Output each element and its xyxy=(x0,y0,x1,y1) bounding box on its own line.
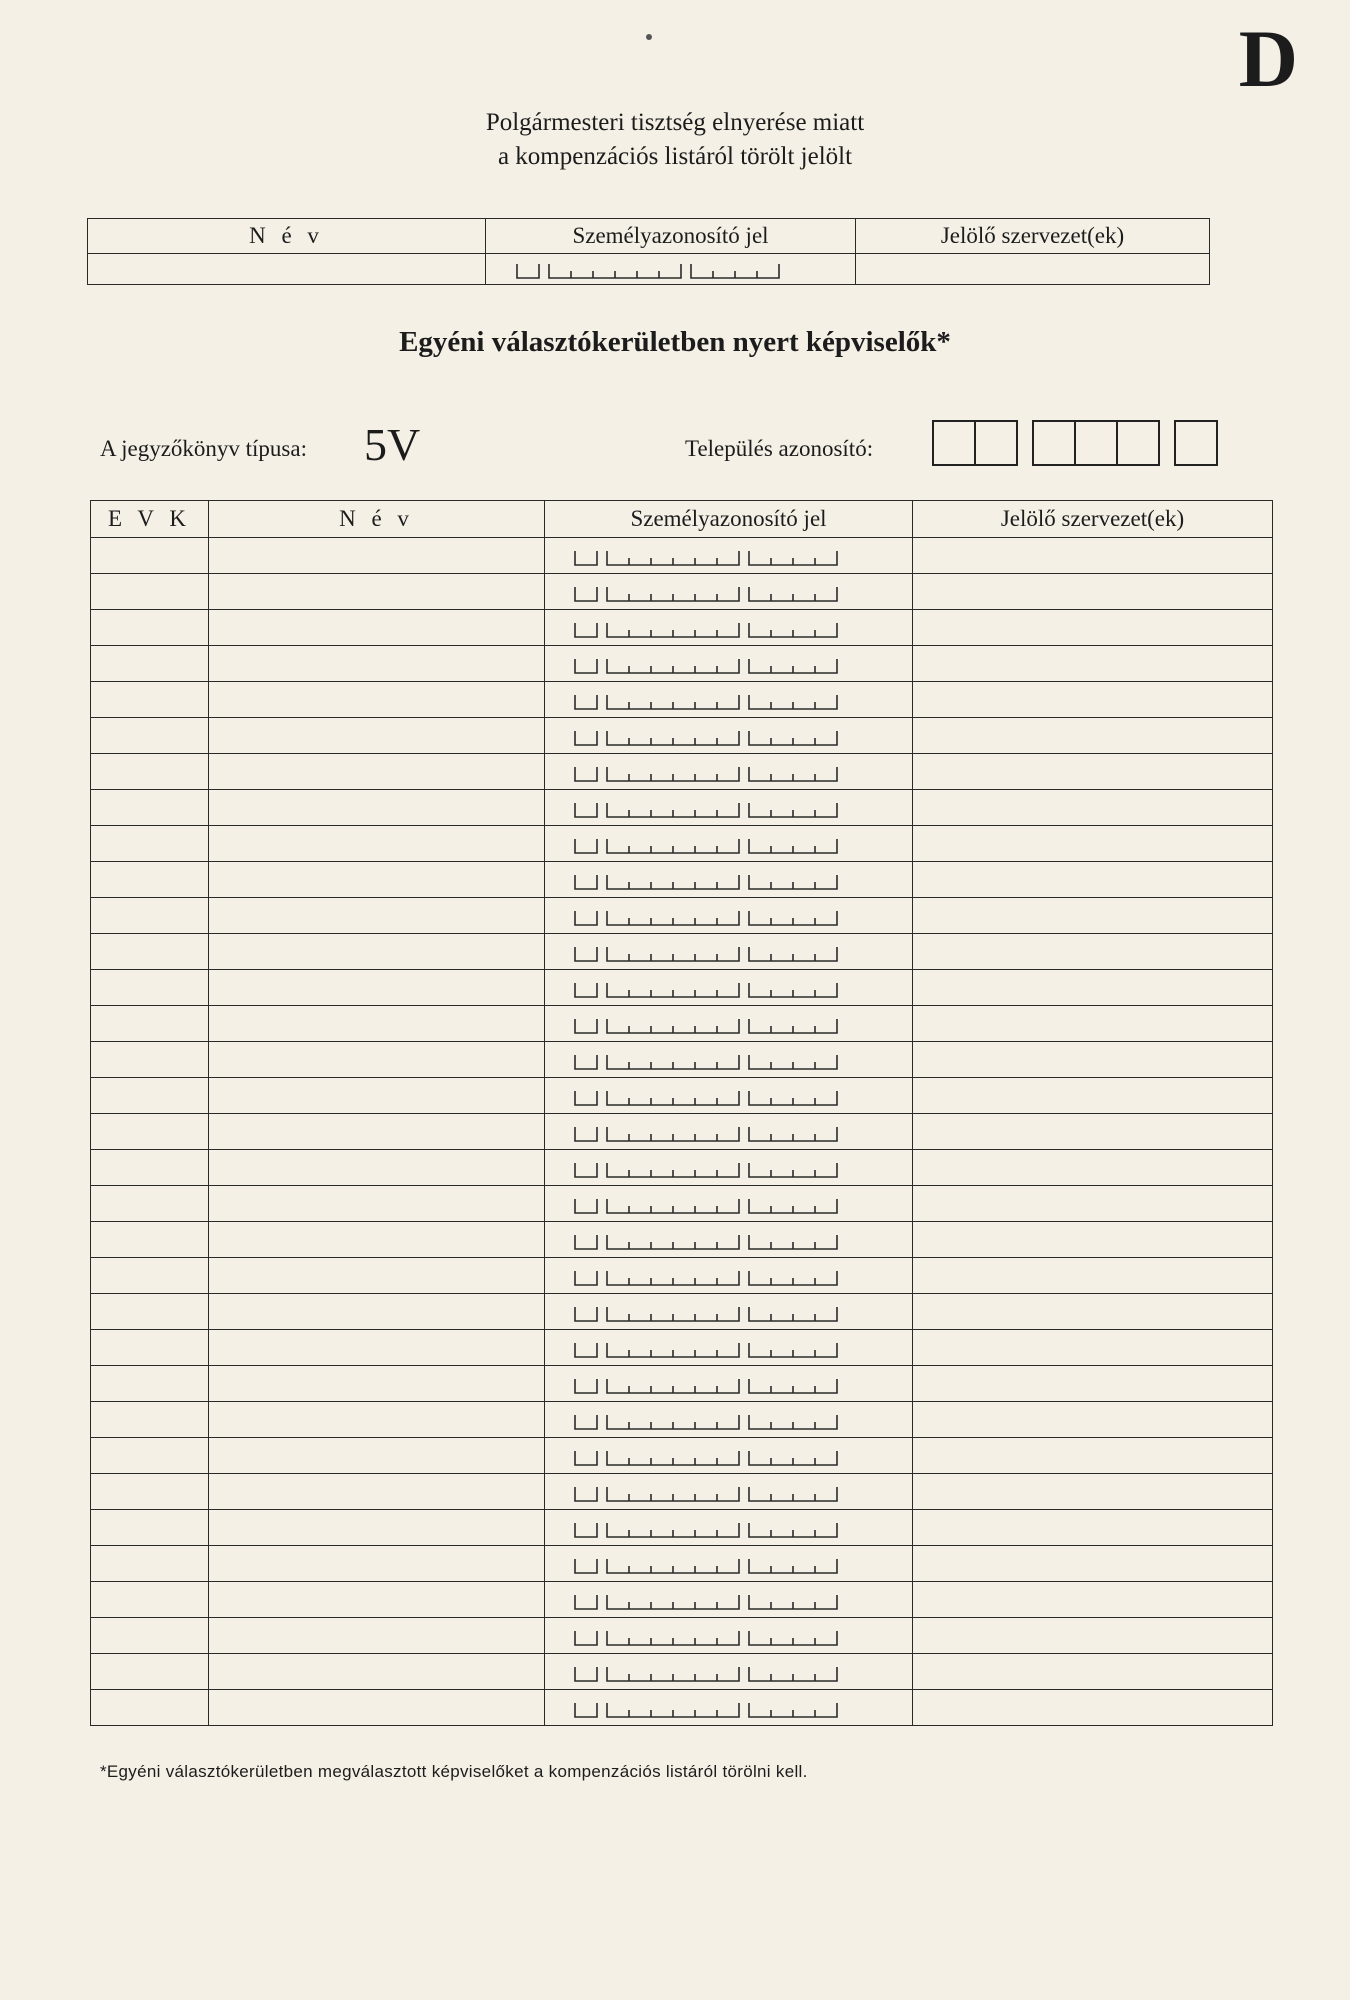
id-digit-marks xyxy=(573,1485,885,1503)
org-cell[interactable] xyxy=(913,718,1273,754)
name-cell[interactable] xyxy=(209,1114,545,1150)
evk-cell[interactable] xyxy=(91,754,209,790)
settlement-box-group-3[interactable] xyxy=(1174,420,1218,466)
id-cell[interactable] xyxy=(545,1546,913,1582)
id-cell[interactable] xyxy=(545,1186,913,1222)
id-cell[interactable] xyxy=(545,1258,913,1294)
org-cell[interactable] xyxy=(913,1690,1273,1726)
name-cell[interactable] xyxy=(209,1366,545,1402)
name-cell[interactable] xyxy=(209,1546,545,1582)
id-digit-marks xyxy=(573,1269,885,1287)
id-cell[interactable] xyxy=(545,1366,913,1402)
name-cell[interactable] xyxy=(209,862,545,898)
id-digit-marks xyxy=(573,1629,885,1647)
org-cell[interactable] xyxy=(913,1438,1273,1474)
id-cell[interactable] xyxy=(545,826,913,862)
id-digit-marks xyxy=(573,873,885,891)
id-cell[interactable] xyxy=(545,934,913,970)
elected-representatives-table xyxy=(90,500,1273,1726)
id-digit-marks xyxy=(573,1377,885,1395)
id-digit-marks xyxy=(573,1089,885,1107)
evk-cell[interactable] xyxy=(91,1654,209,1690)
evk-cell[interactable] xyxy=(91,1222,209,1258)
table-row xyxy=(91,1150,1273,1186)
id-cell[interactable] xyxy=(545,1654,913,1690)
table-row xyxy=(91,1006,1273,1042)
id-cell[interactable] xyxy=(545,1114,913,1150)
org-cell[interactable] xyxy=(913,1546,1273,1582)
id-cell[interactable] xyxy=(545,898,913,934)
evk-cell[interactable] xyxy=(91,1042,209,1078)
table-row xyxy=(91,1402,1273,1438)
id-digit-marks xyxy=(573,585,885,603)
record-type-label: A jegyzőkönyv típusa: xyxy=(100,436,307,461)
id-cell[interactable] xyxy=(545,754,913,790)
id-cell[interactable] xyxy=(545,1474,913,1510)
evk-cell[interactable] xyxy=(91,1078,209,1114)
evk-cell[interactable] xyxy=(91,1546,209,1582)
org-cell[interactable] xyxy=(913,1582,1273,1618)
settlement-box-group-1[interactable] xyxy=(932,420,1018,466)
evk-cell[interactable] xyxy=(91,574,209,610)
name-cell[interactable] xyxy=(209,574,545,610)
id-digit-marks xyxy=(573,1701,885,1719)
table-row xyxy=(91,1546,1273,1582)
id-cell[interactable] xyxy=(545,1510,913,1546)
id-digit-marks xyxy=(573,1521,885,1539)
name-cell[interactable] xyxy=(209,646,545,682)
org-cell[interactable] xyxy=(913,754,1273,790)
id-cell[interactable] xyxy=(545,862,913,898)
title-line-1: Polgármesteri tisztség elnyerése miatt xyxy=(485,109,865,136)
table-row xyxy=(91,538,1273,574)
id-digit-marks xyxy=(573,729,885,747)
id-cell[interactable] xyxy=(545,718,913,754)
table-row xyxy=(91,826,1273,862)
evk-cell[interactable] xyxy=(91,1618,209,1654)
evk-cell[interactable] xyxy=(91,934,209,970)
id-cell[interactable] xyxy=(545,1690,913,1726)
table-row xyxy=(91,646,1273,682)
name-cell[interactable] xyxy=(209,1618,545,1654)
org-cell[interactable] xyxy=(913,1222,1273,1258)
id-digit-marks xyxy=(573,693,885,711)
id-cell[interactable] xyxy=(545,1402,913,1438)
print-speck xyxy=(646,34,652,40)
id-cell[interactable] xyxy=(545,682,913,718)
id-cell[interactable] xyxy=(545,1222,913,1258)
table-row xyxy=(91,790,1273,826)
name-cell[interactable] xyxy=(209,1438,545,1474)
table-row xyxy=(91,610,1273,646)
name-cell[interactable] xyxy=(209,1150,545,1186)
table-row xyxy=(91,1294,1273,1330)
org-cell[interactable] xyxy=(913,1330,1273,1366)
id-digit-marks xyxy=(573,1305,885,1323)
title-line-2: a kompenzációs listáról törölt jelölt xyxy=(497,143,853,170)
org-cell[interactable] xyxy=(913,646,1273,682)
id-cell[interactable] xyxy=(545,790,913,826)
id-digit-marks xyxy=(573,1053,885,1071)
org-cell[interactable] xyxy=(913,970,1273,1006)
org-cell[interactable] xyxy=(913,898,1273,934)
table-row xyxy=(91,1078,1273,1114)
id-digit-marks xyxy=(573,801,885,819)
id-digit-marks xyxy=(573,1017,885,1035)
name-cell[interactable] xyxy=(209,826,545,862)
table-row xyxy=(91,1618,1273,1654)
id-digit-marks xyxy=(573,765,885,783)
evk-cell[interactable] xyxy=(91,1402,209,1438)
name-cell[interactable] xyxy=(209,1042,545,1078)
settlement-digit-box[interactable] xyxy=(934,422,976,464)
name-cell[interactable] xyxy=(209,1582,545,1618)
header-name: N é v xyxy=(209,501,545,538)
evk-cell[interactable] xyxy=(91,1366,209,1402)
evk-cell[interactable] xyxy=(91,1114,209,1150)
id-cell[interactable] xyxy=(545,1150,913,1186)
id-digit-marks xyxy=(573,1593,885,1611)
id-digit-marks xyxy=(573,1341,885,1359)
evk-cell[interactable] xyxy=(91,1006,209,1042)
settlement-digit-box[interactable] xyxy=(1176,422,1216,464)
id-digit-marks xyxy=(573,1161,885,1179)
id-digit-marks xyxy=(573,621,885,639)
id-digit-marks xyxy=(573,1665,885,1683)
evk-cell[interactable] xyxy=(91,1258,209,1294)
table-body xyxy=(91,538,1273,1726)
id-digit-marks xyxy=(573,1449,885,1467)
name-cell[interactable] xyxy=(209,970,545,1006)
evk-cell[interactable] xyxy=(91,1438,209,1474)
form-title xyxy=(0,106,1350,174)
settlement-box-group-2[interactable] xyxy=(1032,420,1160,466)
org-cell[interactable] xyxy=(913,1654,1273,1690)
id-digit-marks xyxy=(515,262,827,280)
table-row xyxy=(91,1042,1273,1078)
org-cell[interactable] xyxy=(913,1474,1273,1510)
id-digit-marks xyxy=(573,657,885,675)
section-title: Egyéni választókerületben nyert képviselők* xyxy=(399,326,951,358)
id-cell[interactable] xyxy=(545,1330,913,1366)
table-row xyxy=(91,898,1273,934)
id-cell[interactable] xyxy=(545,646,913,682)
table-row xyxy=(91,1474,1273,1510)
id-digit-marks xyxy=(573,1557,885,1575)
name-cell[interactable] xyxy=(209,754,545,790)
id-digit-marks xyxy=(573,981,885,999)
header-org: Jelölő szervezet(ek) xyxy=(856,219,1210,254)
table-row xyxy=(91,1330,1273,1366)
org-cell[interactable] xyxy=(913,1186,1273,1222)
org-cell[interactable] xyxy=(913,1294,1273,1330)
id-digit-marks xyxy=(573,1233,885,1251)
id-cell[interactable] xyxy=(545,1438,913,1474)
evk-cell[interactable] xyxy=(91,1474,209,1510)
name-cell[interactable] xyxy=(209,934,545,970)
evk-cell[interactable] xyxy=(91,790,209,826)
table-row xyxy=(91,1258,1273,1294)
table-row xyxy=(91,1654,1273,1690)
org-cell[interactable] xyxy=(913,682,1273,718)
evk-cell[interactable] xyxy=(91,826,209,862)
evk-cell[interactable] xyxy=(91,646,209,682)
id-digit-marks xyxy=(573,549,885,567)
settlement-digit-box[interactable] xyxy=(1118,422,1158,464)
id-cell[interactable] xyxy=(545,610,913,646)
org-cell[interactable] xyxy=(913,538,1273,574)
org-cell[interactable] xyxy=(913,1114,1273,1150)
name-cell[interactable] xyxy=(209,538,545,574)
table-row xyxy=(91,574,1273,610)
name-cell[interactable] xyxy=(209,1294,545,1330)
table-row xyxy=(91,754,1273,790)
record-type-value: 5V xyxy=(364,419,421,470)
table-row xyxy=(91,970,1273,1006)
evk-cell[interactable] xyxy=(91,1690,209,1726)
name-cell[interactable] xyxy=(209,1402,545,1438)
footnote: *Egyéni választókerületben megválasztott képviselőket a kompenzációs listáról törölni kell. xyxy=(100,1762,808,1781)
table-row xyxy=(91,934,1273,970)
id-digit-marks xyxy=(573,909,885,927)
id-cell[interactable] xyxy=(545,1006,913,1042)
name-cell[interactable] xyxy=(209,682,545,718)
table-row xyxy=(91,1582,1273,1618)
settlement-digit-box[interactable] xyxy=(1034,422,1076,464)
settlement-id-boxes[interactable] xyxy=(932,420,1218,466)
table-row xyxy=(91,1366,1273,1402)
org-cell[interactable] xyxy=(913,1402,1273,1438)
evk-cell[interactable] xyxy=(91,538,209,574)
record-meta xyxy=(100,412,1210,468)
evk-cell[interactable] xyxy=(91,682,209,718)
org-cell[interactable] xyxy=(913,1150,1273,1186)
id-cell[interactable] xyxy=(545,1042,913,1078)
table-row xyxy=(91,862,1273,898)
evk-cell[interactable] xyxy=(91,1186,209,1222)
id-digit-marks xyxy=(573,945,885,963)
evk-cell[interactable] xyxy=(91,1294,209,1330)
org-cell[interactable] xyxy=(913,1042,1273,1078)
header-evk: E V K xyxy=(91,501,209,538)
id-field[interactable] xyxy=(486,254,856,285)
org-cell[interactable] xyxy=(913,790,1273,826)
evk-cell[interactable] xyxy=(91,1330,209,1366)
name-cell[interactable] xyxy=(209,1222,545,1258)
table-row xyxy=(91,1186,1273,1222)
name-cell[interactable] xyxy=(209,1690,545,1726)
evk-cell[interactable] xyxy=(91,862,209,898)
name-cell[interactable] xyxy=(209,1510,545,1546)
id-cell[interactable] xyxy=(545,970,913,1006)
id-digit-marks xyxy=(573,1197,885,1215)
settlement-id-label: Település azonosító: xyxy=(685,436,874,461)
evk-cell[interactable] xyxy=(91,1582,209,1618)
id-cell[interactable] xyxy=(545,1294,913,1330)
header-org: Jelölő szervezet(ek) xyxy=(913,501,1273,538)
name-cell[interactable] xyxy=(209,1186,545,1222)
evk-cell[interactable] xyxy=(91,898,209,934)
id-digit-marks xyxy=(573,1413,885,1431)
id-digit-marks xyxy=(573,1125,885,1143)
id-cell[interactable] xyxy=(545,1582,913,1618)
table-row xyxy=(91,1510,1273,1546)
id-cell[interactable] xyxy=(545,574,913,610)
settlement-digit-box[interactable] xyxy=(976,422,1016,464)
header-id: Személyazonosító jel xyxy=(486,219,856,254)
id-digit-marks xyxy=(573,837,885,855)
evk-cell[interactable] xyxy=(91,1510,209,1546)
name-cell[interactable] xyxy=(209,898,545,934)
org-cell[interactable] xyxy=(913,1078,1273,1114)
org-cell[interactable] xyxy=(913,574,1273,610)
name-cell[interactable] xyxy=(209,1078,545,1114)
form-letter: D xyxy=(1238,13,1298,104)
org-cell[interactable] xyxy=(913,1258,1273,1294)
table-row xyxy=(91,718,1273,754)
name-cell[interactable] xyxy=(209,718,545,754)
org-cell[interactable] xyxy=(913,826,1273,862)
table-row xyxy=(91,682,1273,718)
name-cell[interactable] xyxy=(209,1474,545,1510)
table-row xyxy=(91,1690,1273,1726)
org-cell[interactable] xyxy=(913,1618,1273,1654)
evk-cell[interactable] xyxy=(91,1150,209,1186)
removed-candidate-table xyxy=(87,218,1210,285)
org-cell[interactable] xyxy=(913,1006,1273,1042)
name-field[interactable] xyxy=(88,254,486,285)
name-cell[interactable] xyxy=(209,1258,545,1294)
org-cell[interactable] xyxy=(913,862,1273,898)
header-name: N é v xyxy=(88,219,486,254)
org-cell[interactable] xyxy=(913,1510,1273,1546)
evk-cell[interactable] xyxy=(91,610,209,646)
evk-cell[interactable] xyxy=(91,718,209,754)
org-field[interactable] xyxy=(856,254,1210,285)
settlement-digit-box[interactable] xyxy=(1076,422,1118,464)
table-row xyxy=(91,1114,1273,1150)
name-cell[interactable] xyxy=(209,1654,545,1690)
id-cell[interactable] xyxy=(545,538,913,574)
name-cell[interactable] xyxy=(209,610,545,646)
name-cell[interactable] xyxy=(209,790,545,826)
id-cell[interactable] xyxy=(545,1078,913,1114)
name-cell[interactable] xyxy=(209,1006,545,1042)
table-row xyxy=(91,1438,1273,1474)
table-row xyxy=(91,1222,1273,1258)
org-cell[interactable] xyxy=(913,934,1273,970)
evk-cell[interactable] xyxy=(91,970,209,1006)
org-cell[interactable] xyxy=(913,610,1273,646)
org-cell[interactable] xyxy=(913,1366,1273,1402)
header-id: Személyazonosító jel xyxy=(545,501,913,538)
name-cell[interactable] xyxy=(209,1330,545,1366)
id-cell[interactable] xyxy=(545,1618,913,1654)
